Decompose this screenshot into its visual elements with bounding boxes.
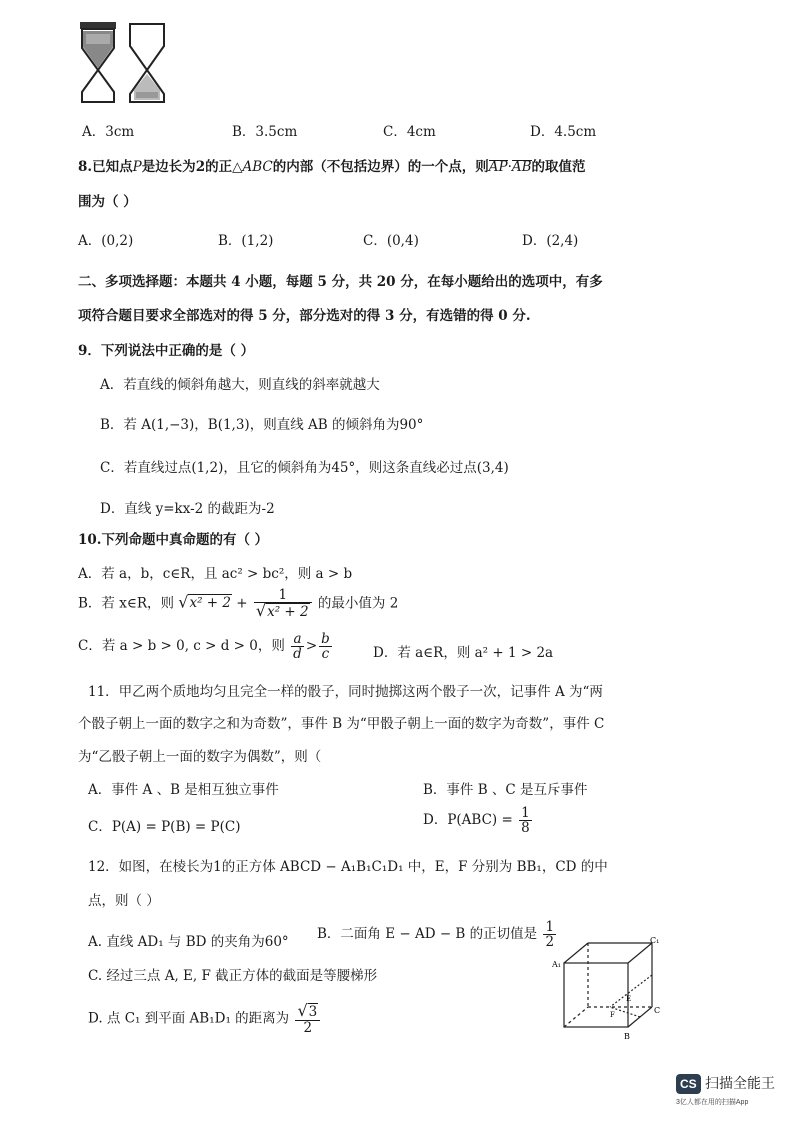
q7-option-c: C．4cm (383, 124, 436, 140)
vector-ap: AP (488, 159, 508, 175)
watermark-sub: 3亿人都在用的扫描App (676, 1099, 749, 1106)
q9-option-c: C．若直线过点(1,2)，且它的倾斜角为45°，则这条直线必过点(3,4) (100, 460, 509, 476)
cube-figure (550, 935, 665, 1043)
q12-option-d: D. 点 C₁ 到平面 AB₁D₁ 的距离为 $\frac{√3}{2}$ (88, 1003, 322, 1035)
q7-option-b: B．3.5cm (232, 124, 298, 140)
q9-option-d: D．直线 y=kx-2 的截距为-2 (100, 501, 275, 517)
q11-line3: 为“乙骰子朝上一面的数字为偶数”，则（ (78, 749, 322, 765)
q8-option-d: D．(2,4) (522, 233, 579, 249)
cube-label-c1: C₁ (650, 936, 660, 945)
scanner-watermark (676, 1073, 775, 1093)
section2-line1: 二、多项选择题：本题共 4 小题，每题 5 分，共 20 分，在每小题给出的选项中，有多 (78, 274, 603, 290)
q10-option-c: C．若 a > b > 0, c > d > 0，则 $\frac{a}{d}$ > $\frac{b}{c}$ (78, 631, 330, 663)
cube-label-f: F (610, 1011, 615, 1019)
q8-stem-line2: 围为（ ） (78, 194, 137, 210)
q11-option-c: C．P(A) = P(B) = P(C) (88, 819, 241, 835)
q9-stem: 9．下列说法中正确的是（ ） (78, 343, 255, 359)
q11-option-a: A．事件 A 、B 是相互独立事件 (88, 782, 279, 798)
q11-option-b: B．事件 B 、C 是互斥事件 (423, 782, 588, 798)
q10-option-d: D．若 a∈R，则 a² + 1 > 2a (373, 645, 554, 661)
q12-line1: 12．如图，在棱长为1的正方体 ABCD − A₁B₁C₁D₁ 中，E，F 分别为 BB₁，CD 的中 (88, 859, 608, 875)
q11-line2: 个骰子朝上一面的数字之和为奇数”，事件 B 为“甲骰子朝上一面的数字为奇数”，事件 C (78, 716, 605, 732)
cs-logo-icon: CS (676, 1074, 701, 1094)
q9-option-a: A．若直线的倾斜角越大，则直线的斜率就越大 (100, 377, 380, 393)
q10-option-a: A．若 a，b，c∈R，且 ac² > bc²，则 a > b (78, 566, 353, 582)
hourglass-full-top-icon (80, 22, 116, 102)
cube-label-a1: A₁ (552, 960, 561, 969)
cube-label-c: C (654, 1006, 661, 1015)
watermark-name: 扫描全能王 (704, 1075, 775, 1091)
q7-option-a: A．3cm (82, 124, 135, 140)
q8-option-a: A．(0,2) (78, 233, 134, 249)
q12-option-c: C. 经过三点 A, E, F 截正方体的截面是等腰梯形 (88, 968, 378, 984)
q10-stem: 10.下列命题中真命题的有（ ） (78, 532, 269, 548)
q12-option-b: B．二面角 E − AD − B 的正切值是 $\frac{1}{2}$ (317, 919, 555, 951)
q11-option-d: D．P(ABC) = $\frac{1}{8}$ (423, 805, 530, 837)
section2-line2: 项符合题目要求全部选对的得 5 分，部分选对的得 3 分，有选错的得 0 分. (78, 308, 531, 324)
q12-line2: 点，则（ ） (88, 893, 160, 909)
q11-line1: 11．甲乙两个质地均匀且完全一样的骰子，同时抛掷这两个骰子一次，记事件 A 为“两 (88, 684, 603, 700)
q8-option-b: B．(1,2) (218, 233, 274, 249)
q8-option-c: C．(0,4) (363, 233, 419, 249)
cube-label-b: B (624, 1032, 630, 1041)
q8-stem-line1: 8.已知点P是边长为2的正△ABC的内部（不包括边界）的一个点，则AP·AB的取值范 (78, 159, 586, 175)
q10-b-fraction: $\frac{1}{\text{√x² + 2}}$ (254, 588, 312, 620)
vector-ab: AB (511, 159, 532, 175)
q10-option-b: B．若 x∈R，则 √x² + 2 + $\frac{1}{\text{√x² + 2}}$ 的最小值为 2 (78, 587, 399, 621)
q12-option-a: A. 直线 AD₁ 与 BD 的夹角为60° (88, 934, 289, 950)
hourglass-sand-bottom-icon (130, 24, 164, 102)
q9-option-b: B．若 A(1,−3)，B(1,3)，则直线 AB 的倾斜角为90° (100, 417, 424, 433)
cube-label-e: E (626, 995, 632, 1003)
q7-option-d: D．4.5cm (530, 124, 597, 140)
hourglass-figures (74, 18, 174, 110)
